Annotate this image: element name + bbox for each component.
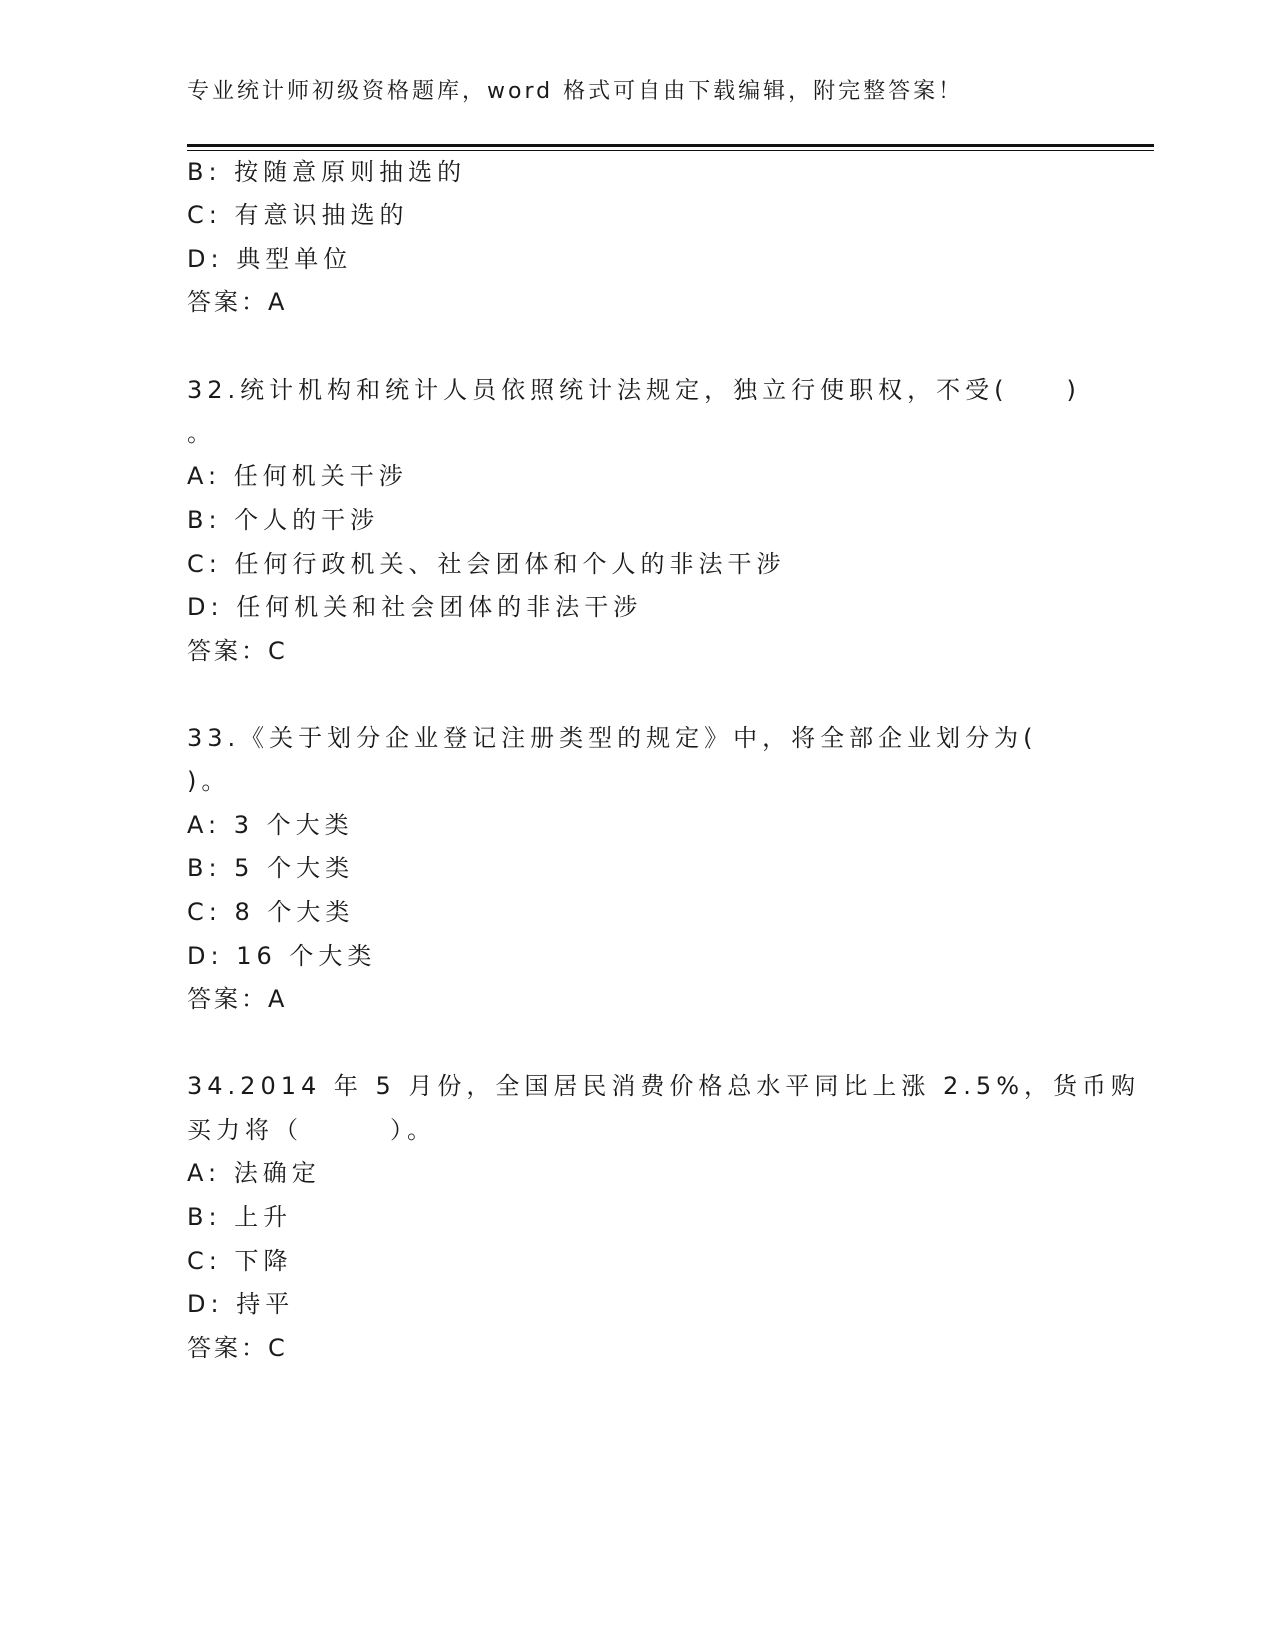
q32-option-d: D: 任何机关和社会团体的非法干涉 <box>187 593 643 621</box>
q33-question-line1: 33.《关于划分企业登记注册类型的规定》中，将全部企业划分为( <box>187 724 1038 752</box>
q32-option-b: B: 个人的干涉 <box>187 506 380 534</box>
q32-option-c: C: 任何行政机关、社会团体和个人的非法干涉 <box>187 550 786 578</box>
q31-answer: 答案：A <box>187 288 288 316</box>
q31-option-b: B: 按随意原则抽选的 <box>187 158 467 186</box>
q34-question-line2: 买力将（ ）。 <box>187 1116 436 1144</box>
q33-option-b: B: 5 个大类 <box>187 854 355 882</box>
q33-option-a: A: 3 个大类 <box>187 811 354 839</box>
q34-question-line1: 34.2014 年 5 月份，全国居民消费价格总水平同比上涨 2.5%，货币购 <box>187 1072 1141 1100</box>
header-rule-thick <box>187 144 1154 147</box>
q34-option-d: D: 持平 <box>187 1290 295 1318</box>
q32-question-line2: 。 <box>187 419 216 447</box>
q33-answer: 答案：A <box>187 985 288 1013</box>
q33-question-line2: )。 <box>187 767 231 795</box>
q34-option-a: A: 法确定 <box>187 1159 321 1187</box>
q31-option-c: C: 有意识抽选的 <box>187 201 409 229</box>
document-header: 专业统计师初级资格题库，word 格式可自由下载编辑，附完整答案！ <box>187 79 964 104</box>
q34-answer: 答案：C <box>187 1334 288 1362</box>
q32-answer: 答案：C <box>187 637 288 665</box>
q33-option-d: D: 16 个大类 <box>187 942 377 970</box>
q32-option-a: A: 任何机关干涉 <box>187 462 408 490</box>
q31-option-d: D: 典型单位 <box>187 245 353 273</box>
header-rule-thin <box>187 150 1154 151</box>
q32-question-line1: 32.统计机构和统计人员依照统计法规定，独立行使职权，不受( ) <box>187 376 1081 404</box>
q33-option-c: C: 8 个大类 <box>187 898 355 926</box>
q34-option-b: B: 上升 <box>187 1203 293 1231</box>
q34-option-c: C: 下降 <box>187 1247 293 1275</box>
